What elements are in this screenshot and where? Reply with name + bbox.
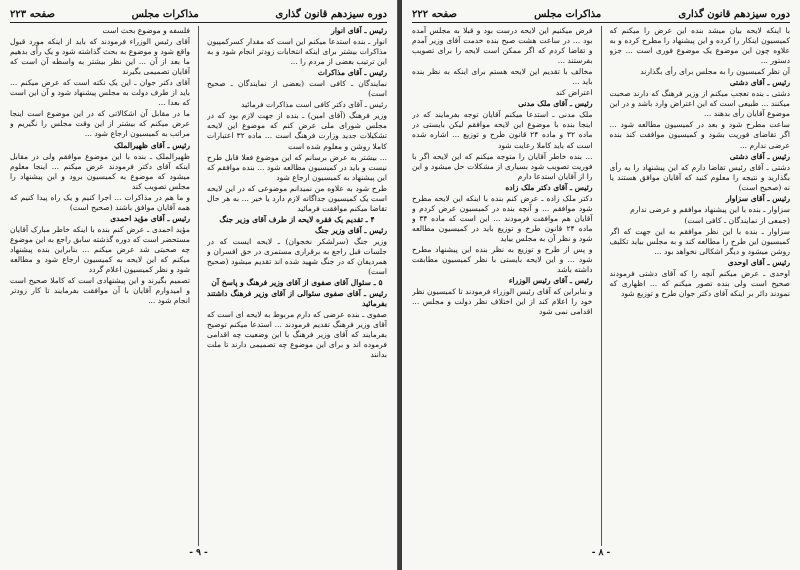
left-page-right-column — [207, 26, 387, 546]
paragraph: ظهیرالملک ـ بنده با این موضوع موافقم ولی در مقابل اینکه آقای دکتر فرمودند عرض میکنم ... اینجا معلوم میشود که موضوع به کمیسیون برود و این پیشنهاد را مجلس تصویب کند — [10, 151, 190, 191]
paragraph: ساعت مطرح شود و بعد در کمیسیون مطالعه شود ... اگر تقاضای فوریت بشود و کمیسیون موافقت کند بنده عرضی ندارم ... — [609, 120, 790, 150]
speaker-line: رئیس ـ آقای مذاکرات — [317, 68, 387, 78]
right-page-header — [412, 6, 790, 23]
speaker-line: رئیس ـ آقای دشتی — [729, 78, 790, 88]
paragraph: وزیر جنگ (سرلشکر نخجوان) ـ لایحه ایست که در جلسات قبل راجع به برقراری مستمری در حق افسران و همردیفان که در جنگ شهید شده اند تقدیم میشود (صحیح است) — [207, 236, 387, 277]
left-page — [0, 0, 398, 570]
paragraph: نمایندگان ـ کافی است (بعضی از نمایندگان ـ صحیح است) — [207, 79, 387, 99]
left-page-number: - ۹ - — [189, 548, 208, 558]
paragraph: فلسفه و موضوع بحث است — [102, 26, 190, 35]
paragraph: آن نظر کمیسیون را به مجلس برای رأی بگذارند — [640, 67, 790, 77]
paragraph: اوحدی ـ عرض میکنم آنچه را که آقای دشتی فرمودند صحیح است ولی بنده تصور میکنم که ... اظهاری که نمودند دائر بر اینکه آقای دکتر جوان طرح و توزیع شود — [609, 269, 790, 299]
right-page-columns — [412, 26, 790, 546]
section-heading: ۵ ـ سئوال آقای صفوی از آقای وزیر فرهنگ و پاسخ آن — [211, 278, 383, 288]
speaker-line: رئیس ـ آقای ملک مدنی — [518, 99, 593, 109]
left-header-title: مذاکرات مجلس — [131, 9, 199, 20]
paragraph: ... بیشتر به عرض برسانم که این موضوع فعلا قابل طرح نیست و باید در کمیسیون مطالعه شود ... بنده موافقم که این پیشنهاد به کمیسیون ارجاع شود — [207, 152, 387, 182]
right-header-page-label: صفحه ۲۲۲ — [412, 9, 457, 20]
speaker-line: رئیس ـ آقای صفوی سئوالی از آقای وزیر فرهنگ داشتند بفرمائید — [207, 289, 387, 309]
paragraph: ... بنده خاطر آقایان را متوجه میکنم که این لایحه اگر با فوریت تصویب شود بسیاری از مشکلات حل میشود و این را از آقایان استدعا دارم — [412, 151, 593, 181]
paragraph: با اینکه لایحه بیان میشد بنده این عرض را میکنم که کمیسیون اینکار را کرده و این پیشنهاد را مطرح کرده و به علاوه چون این موضوع یک موضوع فوری است ... جزو دستور ... — [609, 26, 790, 66]
paragraph: تصمیم بگیرند و این پیشنهادی است که کاملا صحیح است و امیدوارم آقایان با آن موافقت بفرمایند تا کار زودتر انجام شود ... — [10, 276, 190, 306]
paragraph: دکتر ملک زاده ـ عرض کنم بنده با اینکه این لایحه مطرح شود موافقم ... و آنچه بنده در کمیسیون عرض کردم و آقایان هم موافقت فرمودند ... این است که ماده ۳۴ و ماده ۲۴ قانون طرح و توزیع باید در کمیسیون مطالعه شود و نظر آن به مجلس بیاید — [412, 193, 593, 243]
left-page-columns — [10, 26, 387, 546]
paragraph: صفوی ـ بنده عرضی که دارم مربوط به لایحه ای است که آقای وزیر فرهنگ تقدیم فرمودند ... استدعا میکنم توضیح بفرمایند که آقای وزیر فرهنگ با این وضعیت چه اقدامی فرموده اند و برای این موضوع چه تصمیمی دارند تا ملت بدانند — [207, 310, 387, 360]
paragraph: سزاوار ـ بنده با این پیشنهاد موافقم و عرضی ندارم — [630, 204, 790, 214]
speaker-line: رئیس ـ آقای رئیس الوزراء — [508, 276, 593, 286]
paragraph: سزاوار ـ بنده با این نظر موافقم به این جهت که اگر کمیسیون این طرح را مطالعه کند و به مجلس بیاید تکلیف روشن میشود و دیگر اشکالی نخواهد بود ... — [609, 226, 790, 256]
column-divider — [198, 26, 199, 546]
right-header-session: دوره سیزدهم قانون گذاری — [678, 9, 790, 20]
left-page-left-column — [10, 26, 190, 546]
paragraph: و پس از طرح و توزیع به نظر بنده این پیشنهاد مطرح شود ... و این لایحه بایستی با نظر کمیسیون مطابقت داشته باشد — [412, 244, 593, 275]
paragraph: آقای دکتر جوان ـ این یک نکته است که عرض میکنم ... باید از طرف دولت به مجلس پیشنهاد شود و آن این است که بعدا ... — [10, 78, 190, 108]
paragraph: وزیر فرهنگ (آقای امین) ـ بنده از جهت لازم بود که در مجلس شورای ملی عرض کنم که موضوع این لایحه تشکیلات جدید وزارت فرهنگ است ... ماده ۳۲ اعتبارات کاملا روشن و معلوم شده است — [207, 111, 387, 151]
right-header-title: مذاکرات مجلس — [534, 9, 602, 20]
paragraph: رئیس ـ آقای دکتر کافی است مذاکرات فرمائید — [241, 100, 387, 110]
paragraph: ما در مقابل آن اشکالاتی که در این موضوع است اینجا عرض میکنم که بیشتر از این وقت مجلس را نگیریم و مراتب به کمیسیون ارجاع شود ... — [10, 109, 190, 139]
paragraph: اعتراض کند — [555, 88, 593, 98]
speaker-line: رئیس ـ آقای اوحدی — [727, 258, 790, 268]
speaker-line: رئیس ـ آقای انوار — [331, 26, 387, 35]
paragraph: و ما هم در مذاکرات ... اجرا کنیم و یک راه پیدا کنیم که همه آقایان موافق باشند (صحیح است) — [10, 192, 190, 212]
paragraph: و بنابراین که آقای رئیس الوزراء فرمودند تا کمیسیون نظر خود را اعلام کند از این اختلاف نظر دولت و مجلس ... اقدامی نمی شود — [412, 287, 593, 317]
section-heading: ۴ ـ تقدیم یک فقره لایحه از طرف آقای وزیر جنگ — [219, 214, 375, 224]
paragraph: مخالف با تقدیم این لایحه هستم برای اینکه به نظر بنده باید ... — [412, 67, 593, 87]
speaker-line: رئیس ـ آقای دکتر ملک زاده — [505, 182, 593, 192]
left-header-page-label: صفحه ۲۲۳ — [10, 9, 55, 20]
paragraph: انوار ـ بنده استدعا میکنم این است که مقدار کسرکمپیون مذاکرات بیشتر برای اینکه انتخابات زودتر انجام شود و به این ترتیب بعضی از مردم را ... — [207, 37, 387, 67]
speaker-line: رئیس ـ آقای مؤید احمدی — [110, 213, 190, 223]
paragraph: آقای رئیس الوزراء فرمودند که باید از اینکه مورد قبول واقع شود و موضوع به بحث گذاشته شود و یک رأی بدهیم ما بعد از آن ... این نظر بیشتر به واسطه آن است که آقایان تصمیمی بگیرند — [10, 37, 190, 77]
paragraph: مؤید احمدی ـ عرض کنم بنده با اینکه خاطر مبارک آقایان مستحضر است که دوره گذشته سابق راجع به این موضوع چه صحبتی شد عرض میکنم ... بنابراین بنده پیشنهاد میکنم که این لایحه به کمیسیون ارجاع شود و مطالعه شود و نظر کمیسیون اعلام گردد — [10, 224, 190, 275]
speaker-line: رئیس ـ آقای ظهیرالملک — [113, 140, 190, 150]
paragraph: طرح شود به علاوه من نمیدانم موضوعی که در این لایحه است یک کمیسیون جداگانه لازم دارد یا خیر ... به هر حال تقاضا میکنم موافقت فرمائید — [207, 183, 387, 213]
paragraph: دشتی ـ بنده تعجب میکنم از وزیر فرهنگ که دارند صحبت میکنند ... طبیعی است که این اعتراض وارد باشد و در این موضوع آقایان رأی بدهند ... — [609, 89, 790, 119]
paragraph: دشتی ـ آقای رئیس تقاضا دارم که این پیشنهاد را به رأی بگذارید و نتیجه را معلوم کنید که آقایان موافق هستند یا نه (صحیح است) — [609, 162, 790, 192]
speaker-line: رئیس ـ آقای دشتی — [729, 151, 790, 161]
speaker-line: رئیس ـ آقای سزاوار — [725, 193, 790, 203]
paragraph: فرض میکنیم این لایحه درست بود و قبلا به مجلس آمده بود ... در ساعت هشت صبح بنده خدمت آقای وزیر آمدم و تقاضا کردم که اگر ممکن است لایحه را برای تصویب بفرستند ... — [412, 26, 593, 66]
right-page-number: - ۸ - — [591, 548, 611, 558]
column-divider — [601, 26, 602, 546]
right-page-left-column — [412, 26, 593, 546]
right-page — [402, 0, 800, 570]
left-header-session: دوره سیزدهم قانون گذاری — [275, 9, 387, 20]
speaker-line: رئیس ـ آقای وزیر جنگ — [315, 225, 387, 235]
right-page-right-column — [610, 26, 791, 546]
paragraph: ملک مدنی ـ استدعا میکنم آقایان توجه بفرمایند که در اینجا بنده با موضوع این لایحه موافقم لیکن بایستی در ماده ۳۲ و ماده ۲۴ قانون طرح و توزیع ... اشاره شده است که باید کاملا رعایت شود — [412, 110, 593, 150]
left-page-header — [10, 6, 387, 23]
paragraph: (جمعی از نمایندگان ـ کافی است) — [684, 215, 790, 225]
